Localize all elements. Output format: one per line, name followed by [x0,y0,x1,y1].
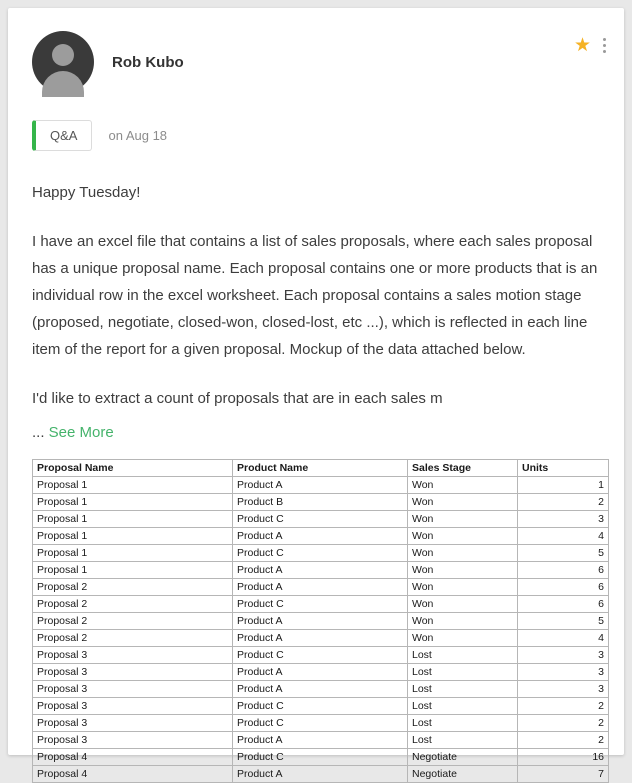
table-row [33,579,609,596]
table-cell: Won [408,562,518,579]
table-cell: Won [408,545,518,562]
table-row [33,494,609,511]
table-row [33,477,609,494]
avatar[interactable] [32,31,94,93]
table-cell: 1 [518,477,609,494]
table-cell: Proposal 4 [33,766,233,783]
table-cell: Lost [408,647,518,664]
table-cell: Proposal 1 [33,562,233,579]
table-cell: 5 [518,545,609,562]
table-cell: Proposal 1 [33,528,233,545]
table-cell: Product C [233,698,408,715]
table-row [33,528,609,545]
table-cell: Won [408,494,518,511]
table-cell: Product B [233,494,408,511]
table-cell: Proposal 1 [33,477,233,494]
table-cell: Lost [408,698,518,715]
see-more-row [32,424,600,441]
table-cell: Proposal 3 [33,664,233,681]
table-cell: Won [408,613,518,630]
post-header [32,30,600,94]
table-cell: Proposal 3 [33,698,233,715]
table-cell: 16 [518,749,609,766]
avatar-head-shape [52,44,74,66]
table-cell: Won [408,528,518,545]
table-cell: Product A [233,630,408,647]
category-tag-qa[interactable]: Q&A [32,120,92,151]
table-cell: Proposal 1 [33,511,233,528]
table-cell: Won [408,511,518,528]
post-meta [32,120,600,151]
table-cell: 6 [518,562,609,579]
table-cell: Product A [233,732,408,749]
author-name: Rob Kubo [112,53,184,71]
table-row [33,647,609,664]
table-cell: 2 [518,494,609,511]
table-cell: Proposal 2 [33,630,233,647]
column-header-product-name: Product Name [233,460,408,477]
truncation-ellipsis: ... [32,424,49,441]
table-cell: Proposal 2 [33,613,233,630]
post-paragraph-description: I have an excel file that contains a list of sales proposals, where each sales proposal has a unique proposal name. Each proposal contains one or more products that is an individual row in the excel worksheet. Each proposal contains a sales motion stage (proposed, negotiate, closed-won, closed-lost, etc ...), which is reflected in each line item of the report for a given proposal. Mockup of the data attached below. [32,233,598,358]
post-paragraph-greeting: Happy Tuesday! [32,184,141,201]
table-cell: Product A [233,664,408,681]
post-header-actions [574,36,606,55]
table-row [33,715,609,732]
table-cell: Product A [233,613,408,630]
table-cell: Proposal 3 [33,647,233,664]
table-cell: 4 [518,630,609,647]
kebab-menu-icon[interactable] [603,38,606,53]
table-cell: Lost [408,732,518,749]
table-cell: 2 [518,715,609,732]
table-row [33,698,609,715]
table-row [33,545,609,562]
table-cell: Proposal 3 [33,715,233,732]
table-cell: Lost [408,681,518,698]
column-header-proposal-name: Proposal Name [33,460,233,477]
table-header-row [33,460,609,477]
table-cell: Proposal 1 [33,494,233,511]
table-cell: 3 [518,511,609,528]
table-cell: Product C [233,715,408,732]
table-cell: 3 [518,647,609,664]
table-cell: Proposal 1 [33,545,233,562]
table-cell: 5 [518,613,609,630]
avatar-body-shape [42,71,84,97]
table-row [33,562,609,579]
table-cell: Won [408,596,518,613]
table-row [33,681,609,698]
table-cell: Proposal 3 [33,732,233,749]
table-cell: Negotiate [408,749,518,766]
table-cell: 4 [518,528,609,545]
table-row [33,596,609,613]
table-cell: 7 [518,766,609,783]
table-cell: Product A [233,681,408,698]
table-cell: Lost [408,715,518,732]
table-cell: Won [408,477,518,494]
table-cell: Lost [408,664,518,681]
column-header-units: Units [518,460,609,477]
star-icon[interactable]: ★ [573,35,591,56]
table-cell: Won [408,630,518,647]
table-cell: Product A [233,562,408,579]
table-row [33,511,609,528]
table-cell: Proposal 3 [33,681,233,698]
see-more-link[interactable]: See More [48,424,114,441]
table-cell: Product C [233,511,408,528]
table-cell: Product A [233,766,408,783]
attached-spreadsheet-table [32,459,609,783]
post-card [8,8,624,780]
table-cell: Product A [233,528,408,545]
table-cell: 6 [518,596,609,613]
table-cell: Proposal 2 [33,596,233,613]
table-row [33,613,609,630]
table-cell: Negotiate [408,766,518,783]
table-cell: Product A [233,579,408,596]
table-cell: 2 [518,732,609,749]
table-cell: Product C [233,596,408,613]
table-cell: Proposal 2 [33,579,233,596]
table-cell: 3 [518,681,609,698]
table-cell: Proposal 4 [33,749,233,766]
table-row [33,630,609,647]
table-row [33,732,609,749]
post-date: on Aug 18 [108,128,168,143]
table-row [33,664,609,681]
table-cell: Won [408,579,518,596]
column-header-sales-stage: Sales Stage [408,460,518,477]
table-cell: 2 [518,698,609,715]
post-paragraph-request: I'd like to extract a count of proposals that are in each sales m [32,390,443,407]
post-body [32,179,600,412]
table-cell: Product C [233,647,408,664]
table-cell: 3 [518,664,609,681]
table-cell: Product A [233,477,408,494]
table-cell: 6 [518,579,609,596]
table-cell: Product C [233,749,408,766]
table-cell: Product C [233,545,408,562]
table-row [33,766,609,783]
table-row [33,749,609,766]
